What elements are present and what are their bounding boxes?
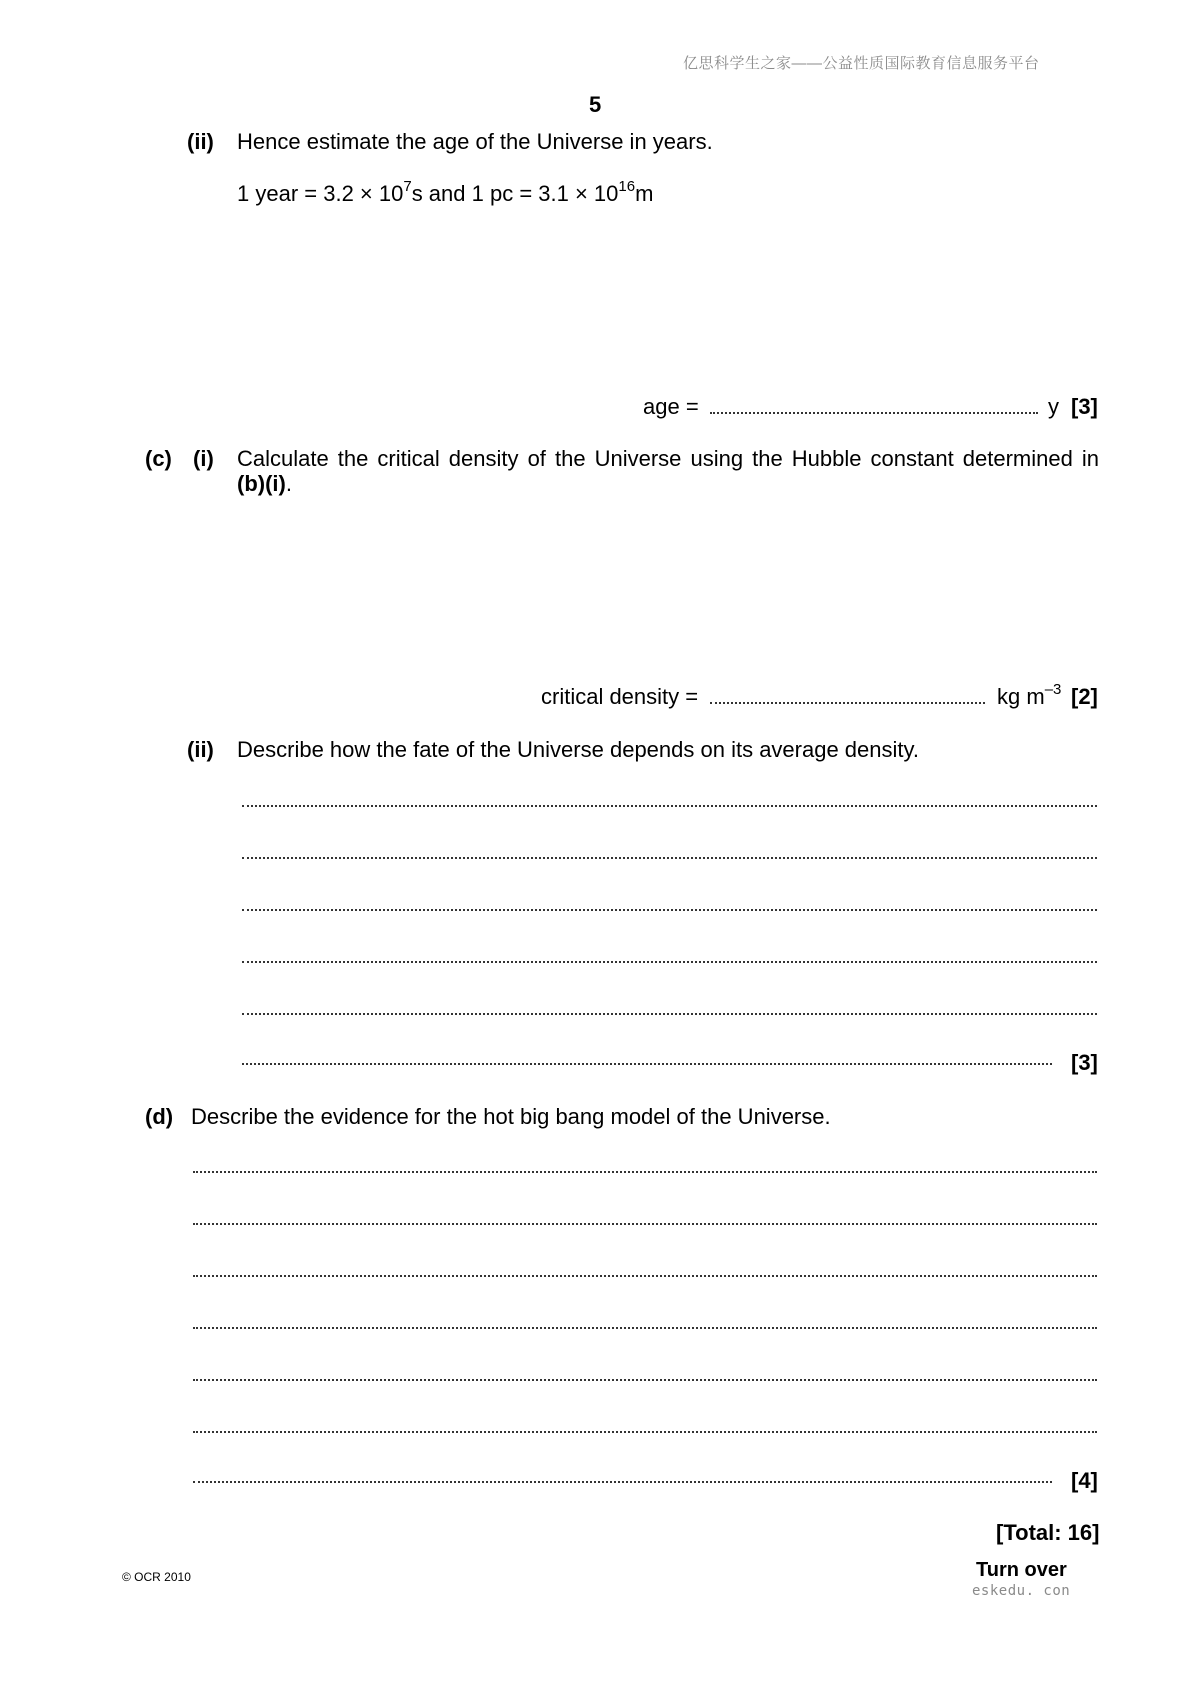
- site-watermark: eskedu. con: [972, 1583, 1071, 1599]
- question-d-label: (d): [145, 1104, 174, 1129]
- critical-density-answer-line[interactable]: [710, 702, 985, 704]
- critical-density-unit-exponent: –3: [1044, 680, 1062, 698]
- age-answer-line[interactable]: [710, 412, 1038, 414]
- answer-line[interactable]: [193, 1379, 1097, 1381]
- watermark-text: 亿思科学生之家——公益性质国际教育信息服务平台: [683, 55, 1040, 72]
- age-answer-unit: y: [1048, 394, 1059, 419]
- copyright: © OCR 2010: [122, 1570, 191, 1584]
- question-c-i-text: Calculate the critical density of the Universe using the Hubble constant determined in: [237, 446, 1099, 471]
- age-marks: [3]: [1071, 394, 1098, 419]
- critical-density-marks: [2]: [1071, 684, 1098, 709]
- answer-line[interactable]: [193, 1481, 1052, 1483]
- answer-line[interactable]: [193, 1275, 1097, 1277]
- answer-line[interactable]: [193, 1431, 1097, 1433]
- given-mid: s and 1 pc = 3.1 × 10: [411, 181, 619, 206]
- question-d-text: Describe the evidence for the hot big bang model of the Universe.: [191, 1104, 831, 1129]
- question-c-i-ref-line: [237, 473, 292, 495]
- given-constants: [237, 177, 654, 206]
- critical-density-unit: [997, 680, 1062, 709]
- critical-density-unit-base: kg m: [997, 684, 1045, 709]
- question-c-label: (c): [145, 446, 172, 471]
- question-c-ii-marks: [3]: [1071, 1050, 1098, 1075]
- answer-line[interactable]: [242, 805, 1097, 807]
- given-pc-exponent: 16: [618, 177, 636, 195]
- question-b-ii-label: (ii): [187, 129, 214, 154]
- critical-density-label: critical density =: [541, 684, 699, 709]
- question-c-i-ref: (b)(i): [237, 471, 286, 496]
- question-b-ii-text: Hence estimate the age of the Universe in years.: [237, 129, 713, 154]
- given-unit: m: [635, 181, 654, 206]
- given-year-exponent: 7: [403, 177, 412, 195]
- question-c-i-end: .: [285, 471, 292, 496]
- answer-line[interactable]: [193, 1223, 1097, 1225]
- question-c-ii-label: (ii): [187, 737, 214, 762]
- given-year: 1 year = 3.2 × 10: [237, 181, 404, 206]
- page-number: 5: [589, 92, 602, 117]
- turn-over: Turn over: [976, 1559, 1067, 1581]
- age-answer-label: age =: [643, 394, 699, 419]
- answer-line[interactable]: [242, 857, 1097, 859]
- answer-line[interactable]: [242, 961, 1097, 963]
- answer-line[interactable]: [242, 909, 1097, 911]
- question-d-marks: [4]: [1071, 1468, 1098, 1493]
- answer-line[interactable]: [193, 1327, 1097, 1329]
- total-marks: [Total: 16]: [996, 1520, 1100, 1545]
- question-c-i-label: (i): [193, 446, 214, 471]
- question-c-ii-text: Describe how the fate of the Universe depends on its average density.: [237, 737, 919, 762]
- answer-line[interactable]: [242, 1063, 1052, 1065]
- answer-line[interactable]: [193, 1171, 1097, 1173]
- answer-line[interactable]: [242, 1013, 1097, 1015]
